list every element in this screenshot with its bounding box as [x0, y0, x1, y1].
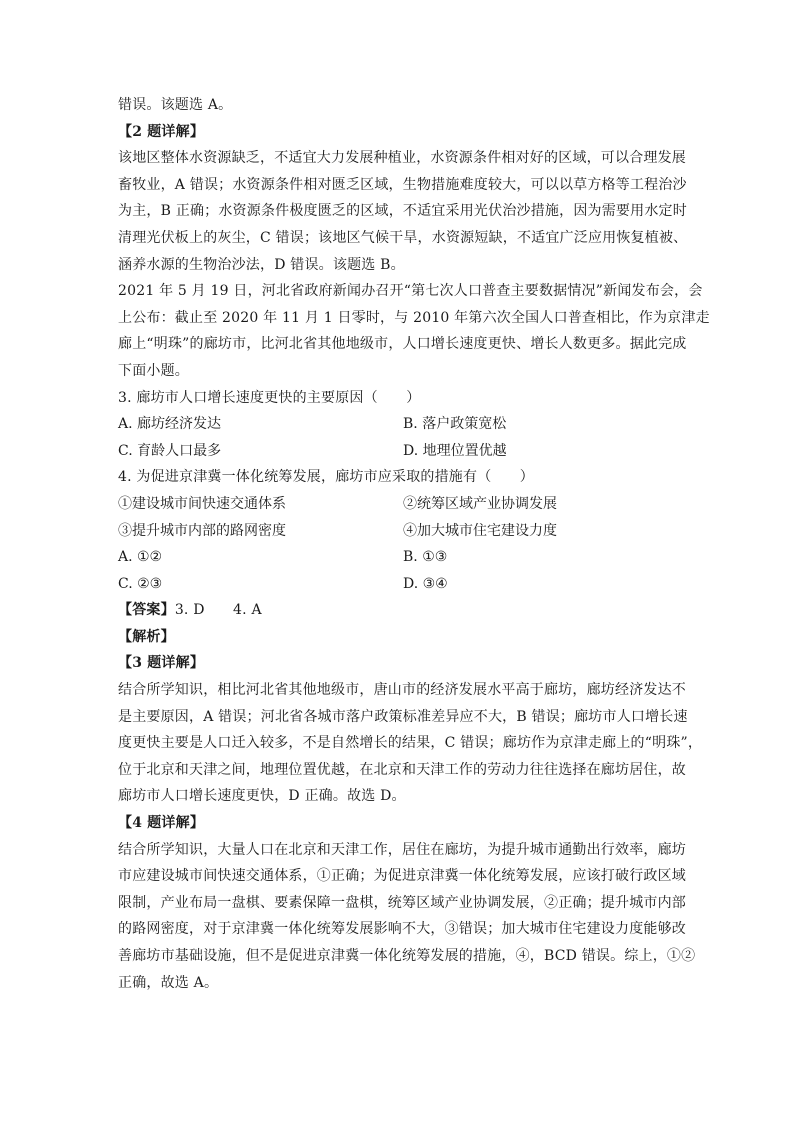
- text-line: 畜牧业，A 错误；水资源条件相对匮乏区域，生物措施难度较大，可以以草方格等工程治沙: [118, 176, 687, 193]
- text-line: 结合所学知识，大量人口在北京和天津工作，居住在廊坊，为提升城市通勤出行效率，廊坊: [118, 841, 686, 858]
- option-c: C. 育龄人口最多: [118, 442, 222, 459]
- q2-detail-heading: 【2 题详解】: [118, 123, 205, 140]
- statement-4: ④加大城市住宅建设力度: [403, 522, 557, 539]
- text-line: 位于北京和天津之间，地理位置优越，在北京和天津工作的劳动力往往选择在廊坊居住，故: [118, 761, 686, 778]
- statement-1: ①建设城市间快速交通体系: [118, 495, 286, 512]
- text-line: 错误。该题选 A。: [118, 97, 233, 113]
- text-line: 该地区整体水资源缺乏，不适宜大力发展种植业，水资源条件相对好的区域，可以合理发展: [118, 150, 686, 167]
- q3-detail-heading: 【3 题详解】: [118, 655, 205, 672]
- text-line: 涵养水源的生物治沙法，D 错误。该题选 B。: [118, 256, 405, 273]
- option-a: A. ①②: [118, 549, 163, 566]
- text-line: 为主，B 正确；水资源条件极度匮乏的区域，不适宜采用光伏治沙措施，因为需要用水定时: [118, 203, 687, 220]
- statement-3: ③提升城市内部的路网密度: [118, 522, 286, 539]
- question-stem: 3. 廊坊市人口增长速度更快的主要原因（ ）: [118, 389, 421, 406]
- option-d: D. ③④: [403, 575, 448, 592]
- option-row: [118, 411, 688, 438]
- statement-row: [118, 518, 688, 545]
- statement-2: ②统筹区域产业协调发展: [403, 495, 557, 512]
- text-line: 廊上“明珠”的廊坊市，比河北省其他地级市，人口增长速度更快、增长人数更多。据此完成: [118, 336, 687, 353]
- material-paragraph: [118, 278, 710, 384]
- q4-explanation: [118, 837, 696, 997]
- text-line: 结合所学知识，相比河北省其他地级市，唐山市的经济发展水平高于廊坊，廊坊经济发达不: [118, 682, 686, 699]
- option-row: [118, 438, 688, 465]
- text-line: 是主要原因，A 错误；河北省各城市落户政策标准差异应不大，B 错误；廊坊市人口增长速: [118, 708, 688, 725]
- q2-explanation: [118, 145, 688, 278]
- text-line: 廊坊市人口增长速度更快，D 正确。故选 D。: [118, 788, 406, 805]
- text-line: 2021 年 5 月 19 日，河北省政府新闻办召开“第七次人口普查主要数据情况”新闻发布会，会: [118, 283, 703, 300]
- statement-row: [118, 491, 688, 518]
- text-line: 的路网密度，对于京津冀一体化统筹发展影响不大，③错误；加大城市住宅建设力度能够改: [118, 921, 686, 938]
- question-3: [118, 385, 688, 465]
- option-row: [118, 571, 688, 598]
- option-d: D. 地理位置优越: [403, 442, 507, 459]
- text-line: 度更快主要是人口迁入较多，不是自然增长的结果，C 错误；廊坊作为京津走廊上的“明珠”，: [118, 735, 703, 752]
- q4-detail-heading: 【4 题详解】: [118, 815, 205, 832]
- option-b: B. ①③: [403, 549, 448, 566]
- question-4: [118, 464, 688, 597]
- text-line: 善廊坊市基础设施，但不是促进京津冀一体化统筹发展的措施，④，BCD 错误。综上，①②: [118, 948, 696, 964]
- text-line: 下面小题。: [118, 362, 189, 379]
- option-c: C. ②③: [118, 575, 163, 592]
- answer-label: 【答案】: [118, 602, 175, 619]
- text-line: 市应建设城市间快速交通体系，①正确；为促进京津冀一体化统筹发展，应该打破行政区域: [118, 868, 686, 885]
- text-line: 清理光伏板上的灰尘，C 错误；该地区气候干旱，水资源短缺，不适宜广泛应用恢复植被、: [118, 229, 688, 246]
- document-page: [118, 92, 710, 996]
- text-line: 限制，产业布局一盘棋、要素保障一盘棋，统筹区域产业协调发展，②正确；提升城市内部: [118, 894, 686, 911]
- answer-line: [118, 597, 688, 624]
- option-row: [118, 544, 688, 571]
- option-a: A. 廊坊经济发达: [118, 416, 222, 433]
- question-stem: 4. 为促进京津冀一体化统筹发展，廊坊市应采取的措施有（ ）: [118, 469, 535, 486]
- analysis-heading: 【解析】: [118, 628, 175, 645]
- text-line: 上公布：截止至 2020 年 11 月 1 日零时，与 2010 年第六次全国人口普查相比，作为京津走: [118, 309, 710, 326]
- option-b: B. 落户政策宽松: [403, 416, 507, 433]
- answer-text: 3. D 4. A: [174, 602, 262, 619]
- prev-answer-tail: [118, 92, 688, 119]
- q3-explanation: [118, 677, 703, 810]
- text-line: 正确，故选 A。: [118, 974, 219, 991]
